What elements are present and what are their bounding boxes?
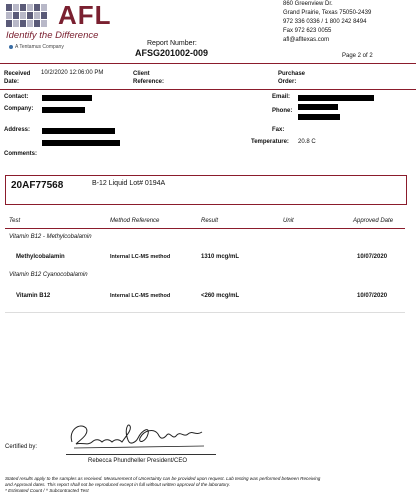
footer-note-2: and Approval dates. This report shall not be reproduced except in full without written approval of the laboratory. [5, 482, 230, 487]
email-redacted [298, 95, 374, 101]
col-unit: Unit [283, 218, 294, 224]
lab-address [283, 0, 371, 45]
phone-label: Phone: [272, 108, 293, 114]
temperature-label: Temperature: [251, 139, 289, 145]
logo-grid-icon [6, 4, 50, 30]
signature-image [66, 420, 206, 454]
purchase-label-2: Order: [278, 79, 297, 85]
row-test: Vitamin B12 [16, 293, 51, 299]
address-redacted-2 [42, 140, 120, 146]
footer-note-3: * Estimated Count / ^ Subcontracted Test [5, 488, 89, 493]
certified-label: Certified by: [5, 444, 38, 450]
footer-note-1: Stated results apply to the samples as received. Measurement of Uncertainty can be provided upon request. Lab testing was performed between Receiving [5, 476, 321, 481]
purchase-label-1: Purchase [278, 71, 306, 77]
table-end-divider [5, 312, 405, 313]
tagline: Identify the Difference [6, 30, 99, 41]
row-test: Methylcobalamin [16, 254, 65, 260]
row-result: 1310 mcg/mL [201, 254, 240, 260]
phone-redacted-1 [298, 104, 338, 110]
row-date: 10/07/2020 [357, 293, 388, 299]
signature-line [66, 454, 216, 455]
row-method: Internal LC-MS method [110, 293, 171, 299]
group-heading: Vitamin B12 Cyanocobalamin [9, 272, 88, 278]
contact-redacted [42, 95, 92, 101]
logo-text: AFL [58, 0, 112, 30]
sample-description: B-12 Liquid Lot# 0194A [92, 180, 166, 187]
report-number: AFSG201002-009 [135, 48, 209, 58]
lab-fax: Fax 972 623 0055 [283, 28, 332, 34]
row-method: Internal LC-MS method [110, 254, 171, 260]
col-approved-date: Approved Date [353, 218, 394, 224]
received-label-1: Received [4, 71, 31, 77]
address-label: Address: [4, 127, 31, 133]
sample-box [5, 175, 407, 205]
info-divider [0, 89, 416, 90]
lab-phone: 972 336 0336 / 1 800 242 8494 [283, 19, 367, 25]
col-method: Method Reference [110, 218, 160, 224]
address-redacted-1 [42, 128, 115, 134]
page-number: Page 2 of 2 [342, 53, 373, 59]
client-reference-label [133, 70, 164, 86]
header-divider [0, 63, 416, 64]
company-redacted [42, 107, 85, 113]
contact-label: Contact: [4, 94, 29, 100]
col-test: Test [9, 218, 21, 224]
table-header-divider [5, 228, 405, 229]
col-result: Result [201, 218, 219, 224]
email-label: Email: [272, 94, 291, 100]
company-label: Company: [4, 106, 34, 112]
group-heading: Vitamin B12 - Methylcobalamin [9, 234, 92, 240]
row-result: <260 mcg/mL [201, 293, 240, 299]
parent-company [9, 44, 64, 50]
lab-email: afl@afltexas.com [283, 37, 330, 43]
row-date: 10/07/2020 [357, 254, 388, 260]
client-label-1: Client [133, 71, 150, 77]
address-line1: 860 Greenview Dr. [283, 1, 333, 7]
parent-company-label: A Tentamus Company [15, 44, 64, 50]
received-value: 10/2/2020 12:06:00 PM [41, 70, 104, 76]
received-label-2: Date: [4, 79, 20, 85]
report-number-label: Report Number: [147, 40, 197, 47]
fax-label: Fax: [272, 127, 285, 133]
received-label [4, 70, 30, 86]
purchase-order-label [278, 70, 305, 86]
comments-label: Comments: [4, 151, 38, 157]
signer-name: Rebecca Phundheller President/CEO [88, 458, 188, 464]
phone-redacted-2 [298, 114, 340, 120]
tentamus-logo-icon [9, 45, 13, 49]
footer-notes [5, 476, 411, 494]
address-line2: Grand Prairie, Texas 75050-2439 [283, 10, 372, 16]
sample-id: 20AF77568 [11, 180, 64, 191]
temperature-value: 20.8 C [298, 139, 316, 145]
client-label-2: Reference: [133, 79, 165, 85]
